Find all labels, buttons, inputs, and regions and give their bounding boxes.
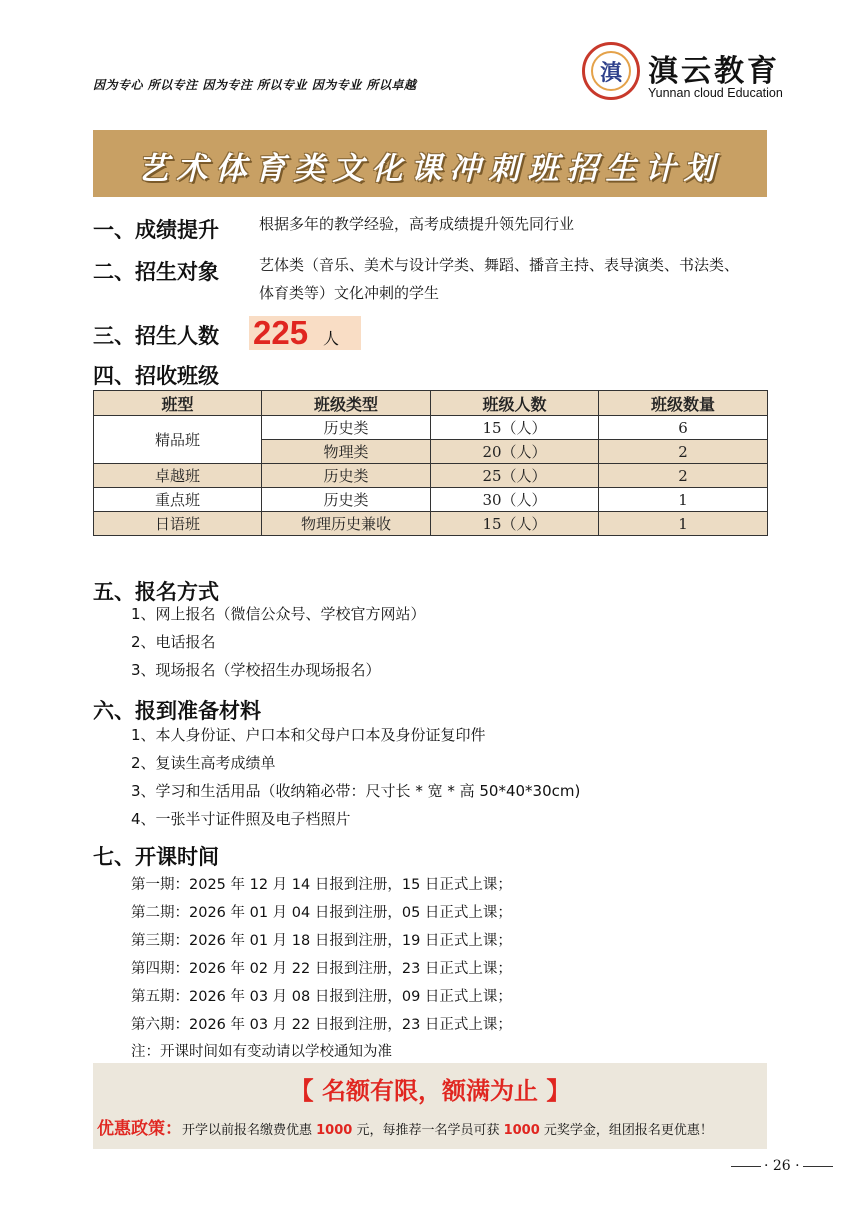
table-row: [94, 416, 768, 440]
table-cell-class-qty: 1: [599, 512, 768, 536]
table-cell-class-size: 15（人）: [431, 512, 599, 536]
table-cell-class-kind: 历史类: [262, 488, 431, 512]
logo: [582, 40, 782, 104]
policy-text: 元，每推荐一名学员可获: [352, 1123, 504, 1138]
table-cell-class-type: 日语班: [94, 512, 262, 536]
policy-text: 开学以前报名缴费优惠: [182, 1123, 317, 1138]
registration-item: 2、电话报名: [131, 633, 216, 651]
table-header-cell: 班级人数: [431, 391, 599, 416]
heading-schedule: 七、开课时间: [93, 845, 219, 869]
table-cell-class-qty: 2: [599, 464, 768, 488]
divider: [731, 1166, 761, 1167]
footer-band: [93, 1063, 767, 1149]
table-header-row: [94, 391, 768, 416]
score-improvement-text: 根据多年的教学经验，高考成绩提升领先同行业: [259, 215, 575, 233]
table-cell-class-size: 25（人）: [431, 464, 599, 488]
enrollment-count: 225: [253, 314, 309, 351]
materials-item: 2、复读生高考成绩单: [131, 754, 276, 772]
header-motto: 因为专心 所以专注 因为专注 所以专业 因为专业 所以卓越: [93, 78, 417, 92]
logo-english-name: Yunnan cloud Education: [648, 86, 783, 100]
registration-item: 1、网上报名（微信公众号、学校官方网站）: [131, 605, 426, 623]
logo-chinese-name: 滇云教育: [648, 54, 780, 89]
heading-score-improvement: 一、成绩提升: [93, 218, 219, 242]
table-cell-class-kind: 历史类: [262, 464, 431, 488]
schedule-item: 第五期：2026 年 03 月 08 日报到注册，09 日正式上课；: [131, 989, 512, 1005]
table-row: [94, 488, 768, 512]
table-row: [94, 512, 768, 536]
target-students-line2: 体育类等）文化冲刺的学生: [259, 284, 440, 302]
schedule-item: 第一期：2025 年 12 月 14 日报到注册，15 日正式上课；: [131, 877, 512, 893]
page-number-text: · 26 ·: [764, 1158, 800, 1174]
table-cell-class-qty: 6: [599, 416, 768, 440]
table-cell-class-size: 20（人）: [431, 440, 599, 464]
heading-registration: 五、报名方式: [93, 580, 219, 604]
enrollment-count-unit: 人: [323, 329, 340, 348]
policy-text: 元奖学金，组团报名更优惠！: [539, 1123, 713, 1138]
heading-classes: 四、招收班级: [93, 364, 219, 388]
table-header-cell: 班级数量: [599, 391, 768, 416]
policy-amount: 1000: [316, 1123, 353, 1138]
schedule-item: 第四期：2026 年 02 月 22 日报到注册，23 日正式上课；: [131, 961, 512, 977]
registration-item: 3、现场报名（学校招生办现场报名）: [131, 661, 381, 679]
discount-policy: [97, 1114, 713, 1139]
limited-seats-banner: 【 名额有限，额满为止 】: [289, 1077, 571, 1105]
table-row: [94, 464, 768, 488]
materials-item: 1、本人身份证、户口本和父母户口本及身份证复印件: [131, 726, 486, 744]
table-cell-class-size: 30（人）: [431, 488, 599, 512]
heading-enrollment-count: 三、招生人数: [93, 324, 219, 348]
table-cell-class-qty: 2: [599, 440, 768, 464]
schedule-item: 第二期：2026 年 01 月 04 日报到注册，05 日正式上课；: [131, 905, 512, 921]
divider: [803, 1166, 833, 1167]
heading-materials: 六、报到准备材料: [93, 699, 261, 723]
classes-table: [93, 390, 768, 536]
table-header-cell: 班型: [94, 391, 262, 416]
logo-seal-icon: [582, 42, 640, 100]
table-cell-class-qty: 1: [599, 488, 768, 512]
heading-target-students: 二、招生对象: [93, 260, 219, 284]
table-cell-class-size: 15（人）: [431, 416, 599, 440]
target-students-line1: 艺体类（音乐、美术与设计学类、舞蹈、播音主持、表导演类、书法类、: [259, 256, 740, 274]
title-banner: [93, 130, 767, 197]
discount-policy-label: 优惠政策：: [97, 1119, 182, 1139]
table-cell-class-type: 精品班: [94, 416, 262, 464]
table-cell-class-type: 卓越班: [94, 464, 262, 488]
schedule-item: 第三期：2026 年 01 月 18 日报到注册，19 日正式上课；: [131, 933, 512, 949]
materials-item: 3、学习和生活用品（收纳箱必带：尺寸长 * 宽 * 高 50*40*30cm): [131, 782, 581, 800]
schedule-note: 注：开课时间如有变动请以学校通知为准: [131, 1044, 392, 1060]
table-cell-class-kind: 历史类: [262, 416, 431, 440]
materials-item: 4、一张半寸证件照及电子档照片: [131, 810, 351, 828]
table-header-cell: 班级类型: [262, 391, 431, 416]
policy-amount: 1000: [503, 1123, 540, 1138]
logo-seal-char: 滇: [599, 60, 622, 86]
page-title: 艺术体育类文化课冲刺班招生计划: [137, 151, 723, 187]
table-cell-class-kind: 物理类: [262, 440, 431, 464]
page-number: [728, 1158, 836, 1174]
table-cell-class-kind: 物理历史兼收: [262, 512, 431, 536]
table-cell-class-type: 重点班: [94, 488, 262, 512]
schedule-item: 第六期：2026 年 03 月 22 日报到注册，23 日正式上课；: [131, 1017, 512, 1033]
